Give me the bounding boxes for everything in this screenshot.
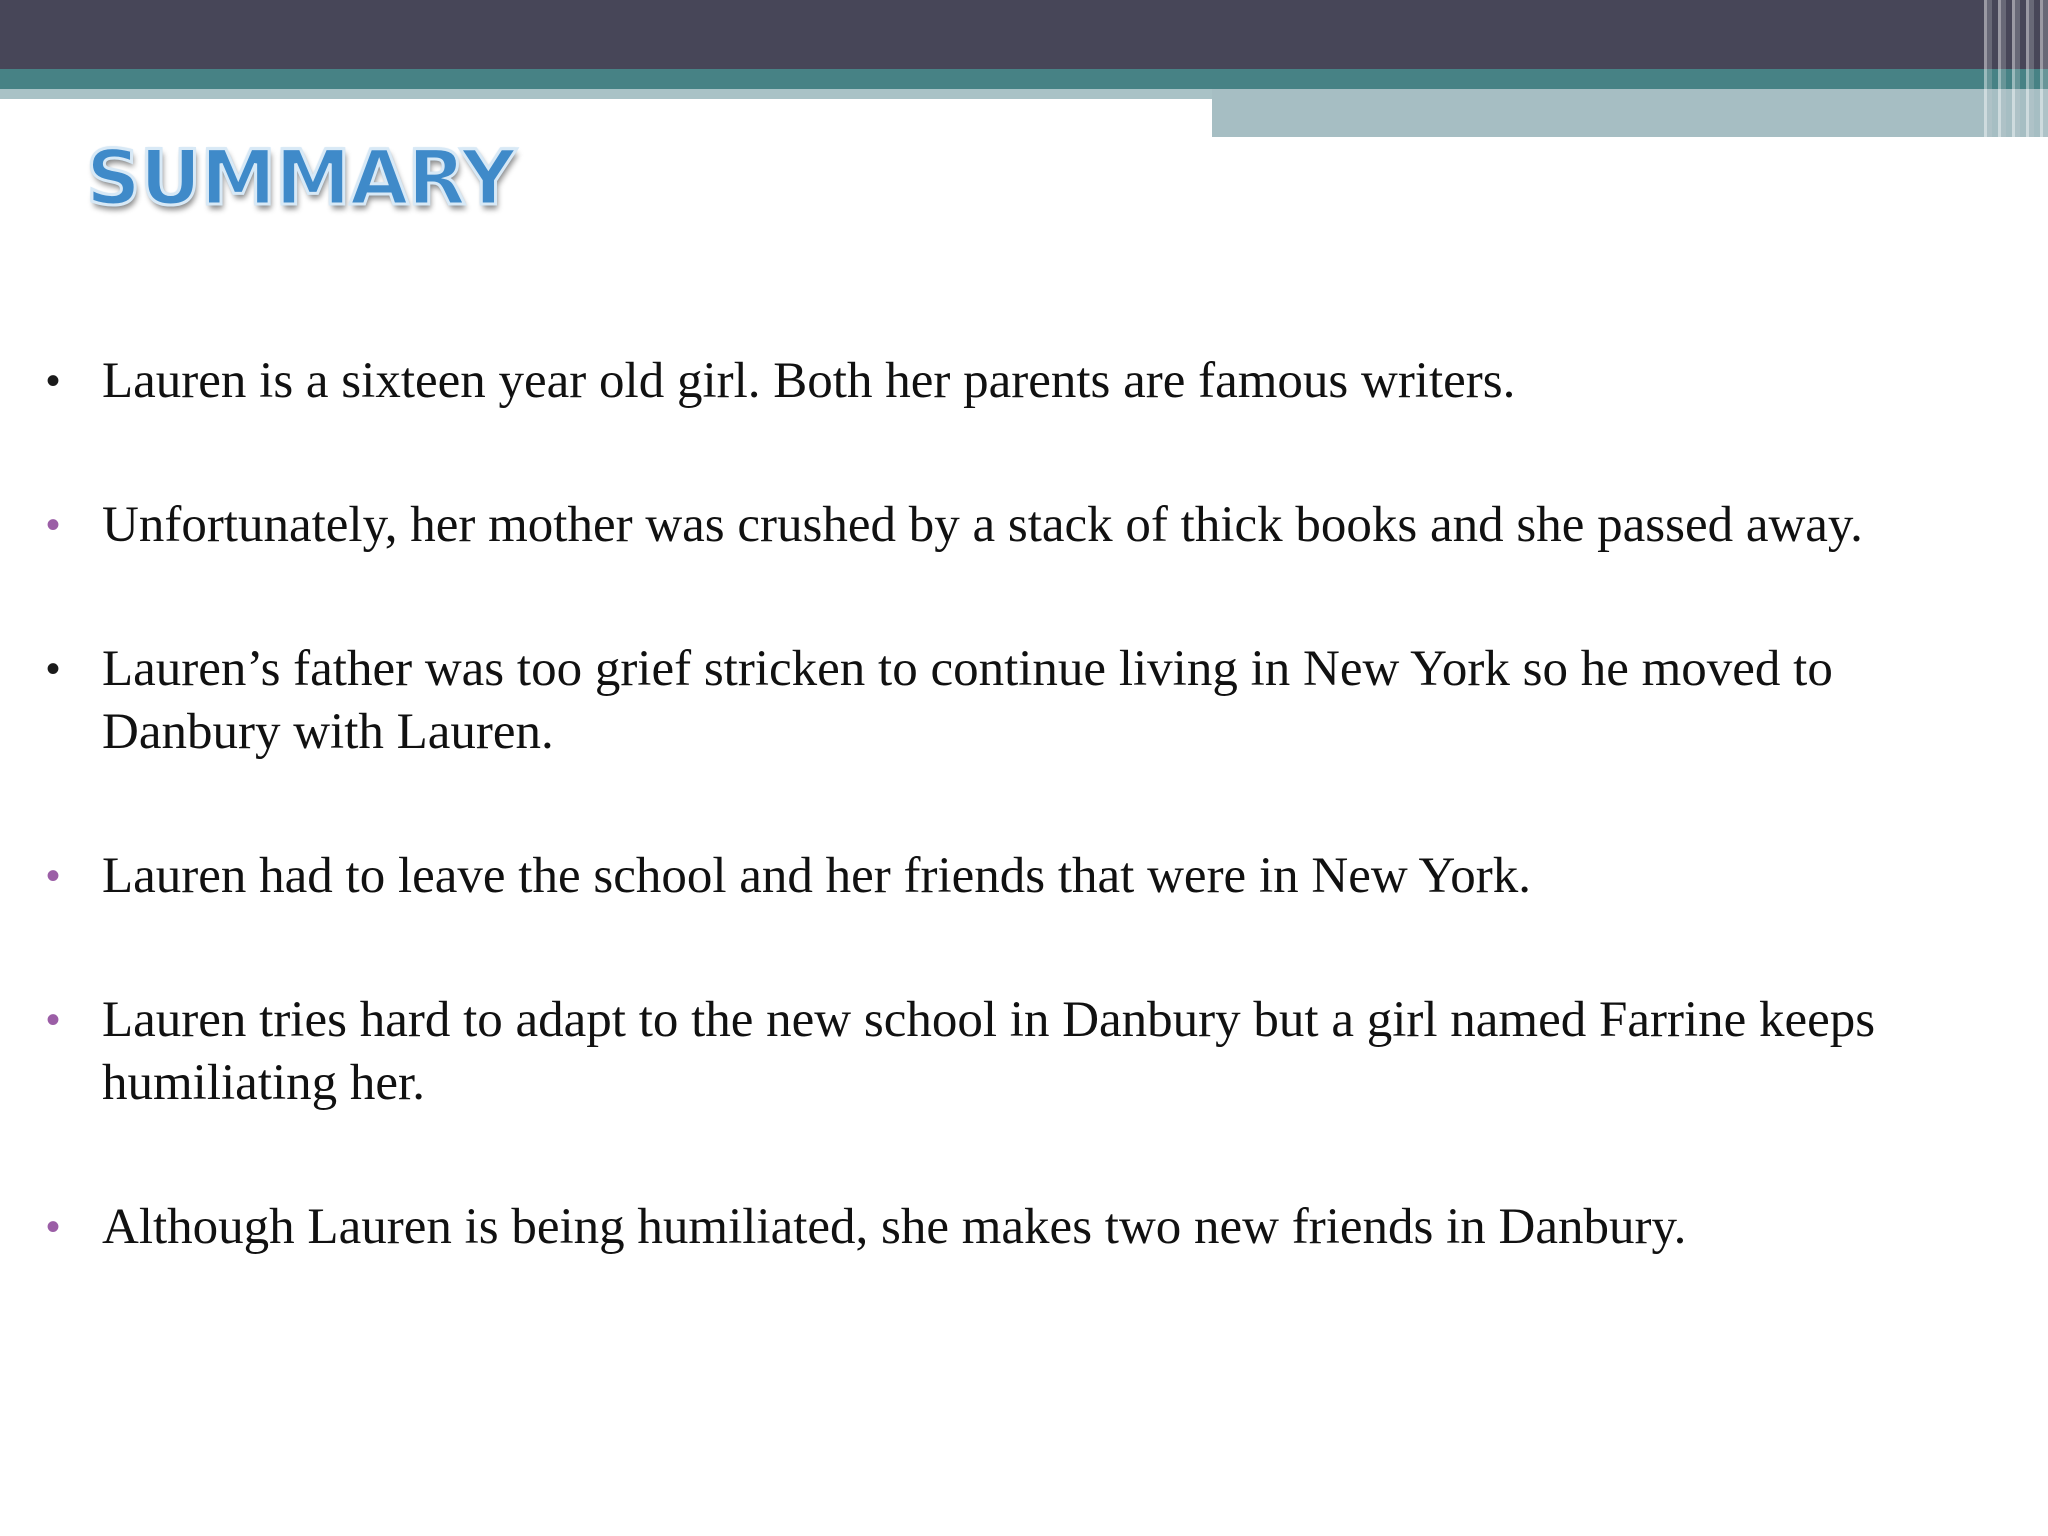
bullet-icon: •	[46, 503, 61, 547]
top-light-band-right	[1212, 89, 2048, 137]
list-item	[40, 845, 2000, 908]
top-teal-band	[0, 69, 2048, 89]
list-item	[40, 350, 2000, 413]
list-item	[40, 1196, 2000, 1259]
list-item	[40, 989, 2000, 1115]
bullet-icon: •	[46, 359, 61, 403]
bullet-list	[40, 350, 2000, 1340]
bullet-icon: •	[46, 1205, 61, 1249]
top-light-band-left	[0, 89, 1212, 99]
bullet-icon: •	[46, 854, 61, 898]
list-item-text: Lauren’s father was too grief stricken to continue living in New York so he moved to Danbury with Lauren.	[102, 641, 1833, 760]
list-item-text: Lauren is a sixteen year old girl. Both her parents are famous writers.	[102, 353, 1516, 409]
list-item	[40, 494, 2000, 557]
list-item-text: Although Lauren is being humiliated, she makes two new friends in Danbury.	[102, 1199, 1687, 1255]
bullet-icon: •	[46, 647, 61, 691]
list-item-text: Lauren had to leave the school and her friends that were in New York.	[102, 848, 1531, 904]
list-item	[40, 638, 2000, 764]
bullet-icon: •	[46, 998, 61, 1042]
top-dark-band	[0, 0, 2048, 69]
list-item-text: Lauren tries hard to adapt to the new school in Danbury but a girl named Farrine keeps humiliating her.	[102, 992, 1876, 1111]
slide-title: SUMMARY	[86, 133, 515, 222]
edge-stripes-decoration	[1978, 0, 2048, 137]
list-item-text: Unfortunately, her mother was crushed by a stack of thick books and she passed away.	[102, 497, 1863, 553]
